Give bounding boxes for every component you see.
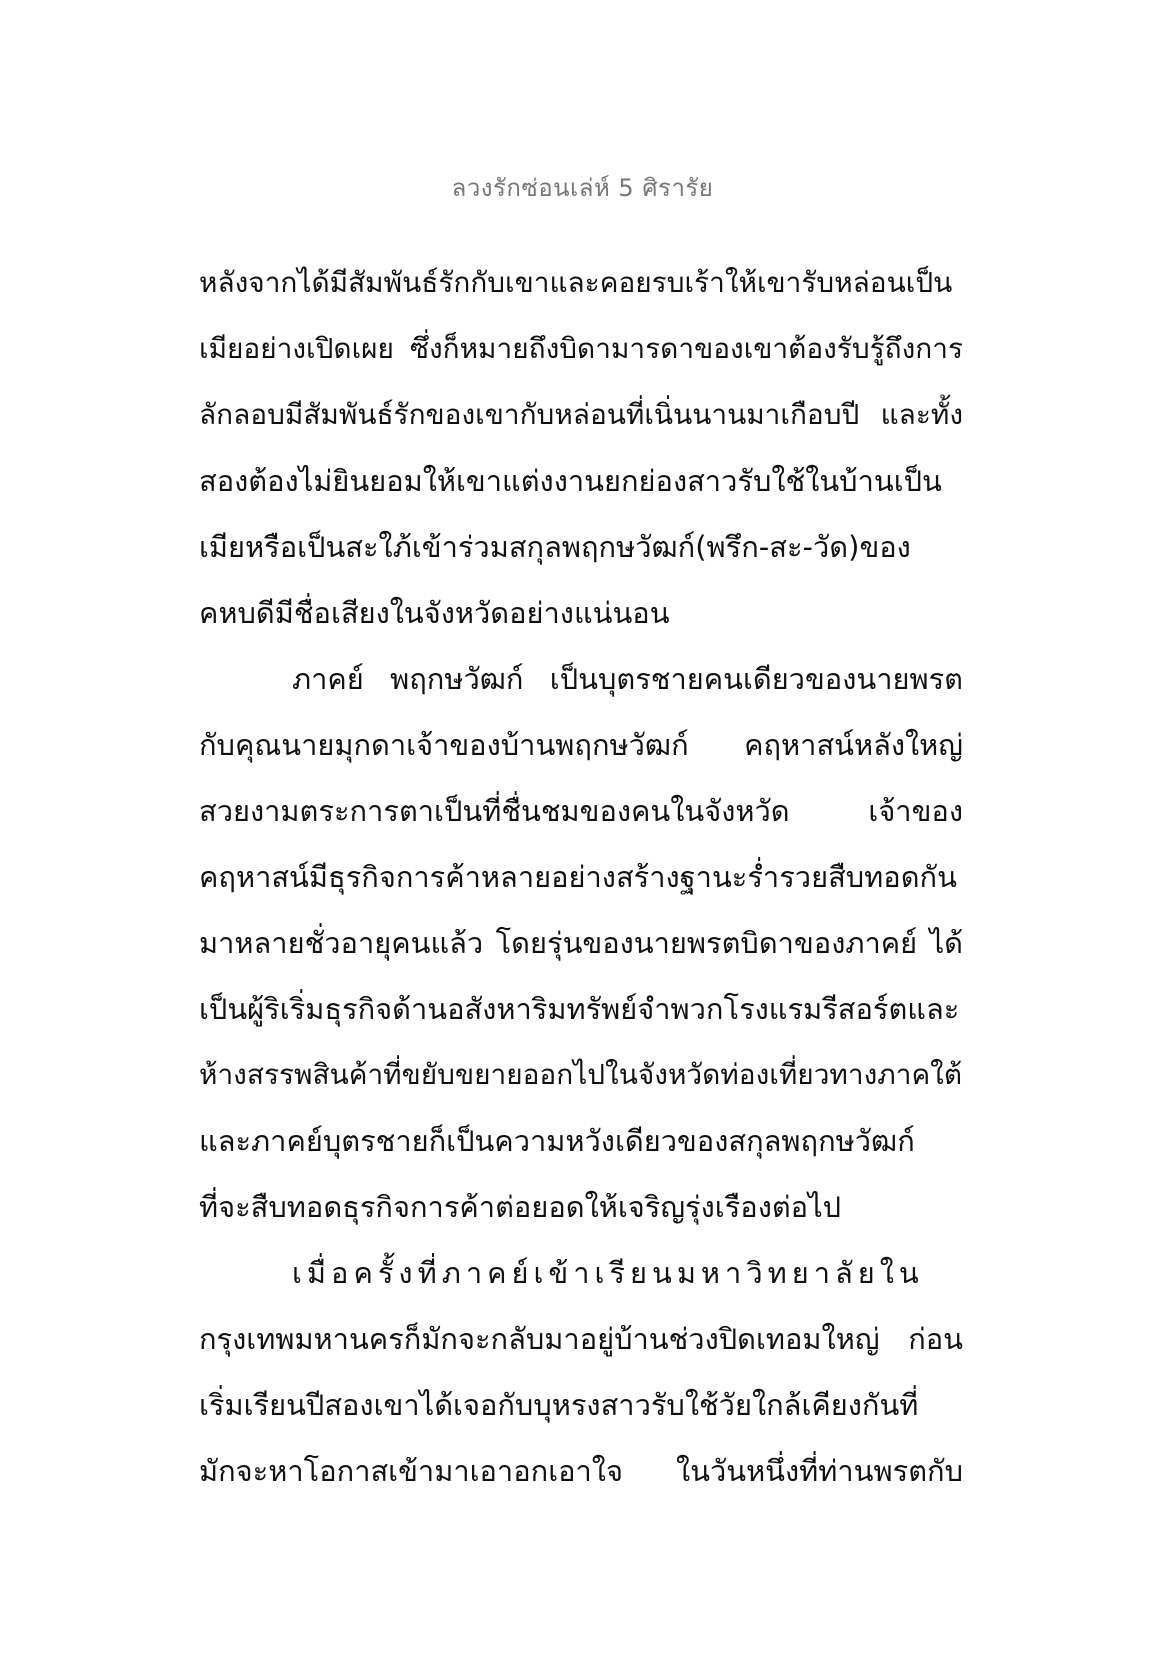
text-line: มาหลายชั่วอายุคนแล้ว โดยรุ่นของนายพรตบิดาของภาคย์ ได้ [199,926,963,960]
text-line: เป็นผู้ริเริ่มธุรกิจด้านอสังหาริมทรัพย์จำพวกโรงแรมรีสอร์ตและ [199,992,960,1026]
text-line: กรุงเทพมหานครก็มักจะกลับมาอยู่บ้านช่วงปิดเทอมใหญ่ ก่อน [199,1322,963,1356]
text-line: สองต้องไม่ยินยอมให้เขาแต่งงานยกย่องสาวรับใช้ในบ้านเป็น [199,464,942,498]
text-line: คฤหาสน์มีธุรกิจการค้าหลายอย่างสร้างฐานะร่ำรวยสืบทอดกัน [199,860,957,894]
text-line: เริ่มเรียนปีสองเขาได้เจอกับบุหรงสาวรับใช้วัยใกล้เคียงกันที่ [199,1388,919,1422]
text-line: ห้างสรรพสินค้าที่ขยับขยายออกไปในจังหวัดท่องเที่ยวทางภาคใต้ [199,1058,963,1091]
text-line: คหบดีมีชื่อเสียงในจังหวัดอย่างแน่นอน [199,596,670,630]
running-header: ลวงรักซ่อนเล่ห์ 5 ศิรารัย [451,174,714,202]
text-line: เมียหรือเป็นสะใภ้เข้าร่วมสกุลพฤกษวัฒก์(พรึก-สะ-วัด)ของ [199,530,911,564]
text-line: ที่จะสืบทอดธุรกิจการค้าต่อยอดให้เจริญรุ่งเรืองต่อไป [199,1190,842,1224]
text-line: ลักลอบมีสัมพันธ์รักของเขากับหล่อนที่เนิ่นนานมาเกือบปี และทั้ง [199,398,963,431]
text-line: สวยงามตระการตาเป็นที่ชื่นชมของคนในจังหวัด เจ้าของ [199,794,963,828]
text-line: เมียอย่างเปิดเผย ซึ่งก็หมายถึงบิดามารดาของเขาต้องรับรู้ถึงการ [199,332,963,365]
text-line: และภาคย์บุตรชายก็เป็นความหวังเดียวของสกุลพฤกษวัฒก์ [199,1124,915,1158]
body-text [199,250,963,1504]
text-line: กับคุณนายมุกดาเจ้าของบ้านพฤกษวัฒก์ คฤหาสน์หลังใหญ่ [199,728,963,762]
text-line: มักจะหาโอกาสเข้ามาเอาอกเอาใจ ในวันหนึ่งที่ท่านพรตกับ [199,1454,963,1488]
text-line: เมื่อครั้งที่ภาคย์เข้าเรียนมหาวิทยาลัยใน [292,1256,924,1290]
text-line: ภาคย์ พฤกษวัฒก์ เป็นบุตรชายคนเดียวของนายพรต [292,662,963,696]
text-line: หลังจากได้มีสัมพันธ์รักกับเขาและคอยรบเร้าให้เขารับหล่อนเป็น [199,266,953,299]
